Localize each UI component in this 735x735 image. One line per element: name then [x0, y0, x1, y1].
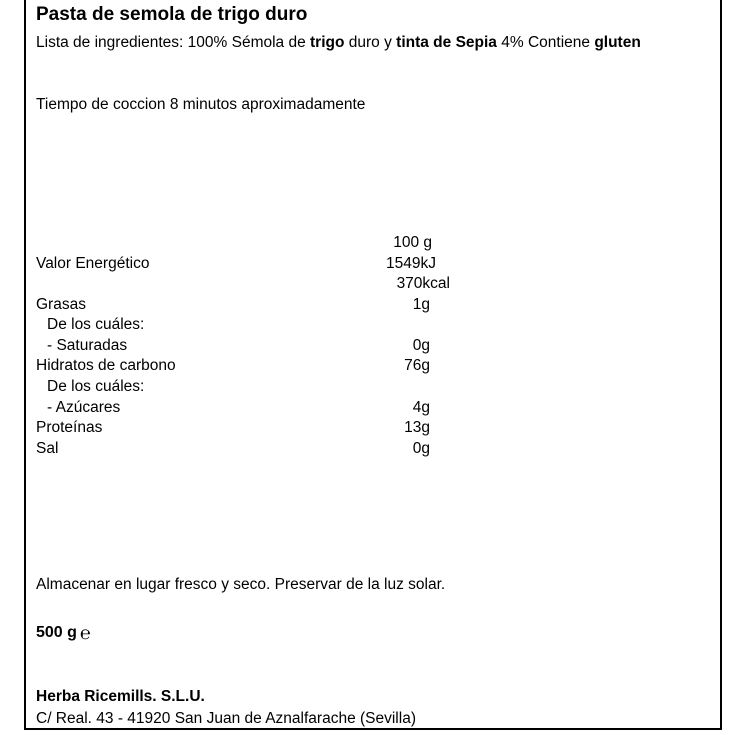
nutrition-per-header: 100 g — [393, 234, 432, 251]
nutrition-row-value: 1g — [412, 296, 430, 313]
storage-instructions: Almacenar en lugar fresco y seco. Preservar de la luz solar. — [36, 576, 446, 593]
net-weight-value: 500 g — [36, 624, 77, 641]
nutrition-row-label: Grasas — [36, 296, 86, 313]
nutrition-row-label: De los cuáles: — [47, 316, 145, 333]
nutrition-row-label: - Azúcares — [47, 399, 121, 416]
nutrition-row-value: 0g — [412, 337, 430, 354]
nutrition-energy-label: Valor Energético — [36, 255, 150, 272]
company-name: Herba Ricemills. S.L.U. — [36, 688, 205, 705]
nutrition-row-label: Proteínas — [36, 419, 103, 436]
nutrition-row-value: 0g — [412, 440, 430, 457]
ingredients-list — [36, 33, 696, 53]
nutrition-row-value: 13g — [404, 419, 430, 436]
estimated-sign-icon: ℮ — [79, 623, 91, 643]
nutrition-energy-kcal: 370kcal — [396, 275, 450, 292]
net-weight — [36, 624, 91, 642]
product-title: Pasta de semola de trigo duro — [36, 4, 308, 25]
ingredients-mid-1: duro y — [344, 34, 397, 51]
nutrition-row-value: 76g — [404, 357, 430, 374]
nutrition-row-value: 4g — [412, 399, 430, 416]
ingredients-mid-2: 4% Contiene — [496, 34, 595, 51]
nutrition-row-label: De los cuáles: — [47, 378, 145, 395]
ingredients-prefix: Lista de ingredientes: 100% Sémola de — [36, 34, 311, 51]
allergen-gluten: gluten — [594, 34, 641, 51]
nutrition-row-label: Hidratos de carbono — [36, 357, 176, 374]
nutrition-row-label: - Saturadas — [47, 337, 128, 354]
company-address: C/ Real. 43 - 41920 San Juan de Aznalfarache (Sevilla) — [36, 710, 416, 727]
ingredient-trigo: trigo — [310, 34, 345, 51]
cooking-time: Tiempo de coccion 8 minutos aproximadamente — [36, 96, 366, 113]
nutrition-row-label: Sal — [36, 440, 59, 457]
nutrition-energy-kj: 1549kJ — [386, 255, 436, 272]
ingredient-tinta-sepia: tinta de Sepia — [396, 34, 497, 51]
